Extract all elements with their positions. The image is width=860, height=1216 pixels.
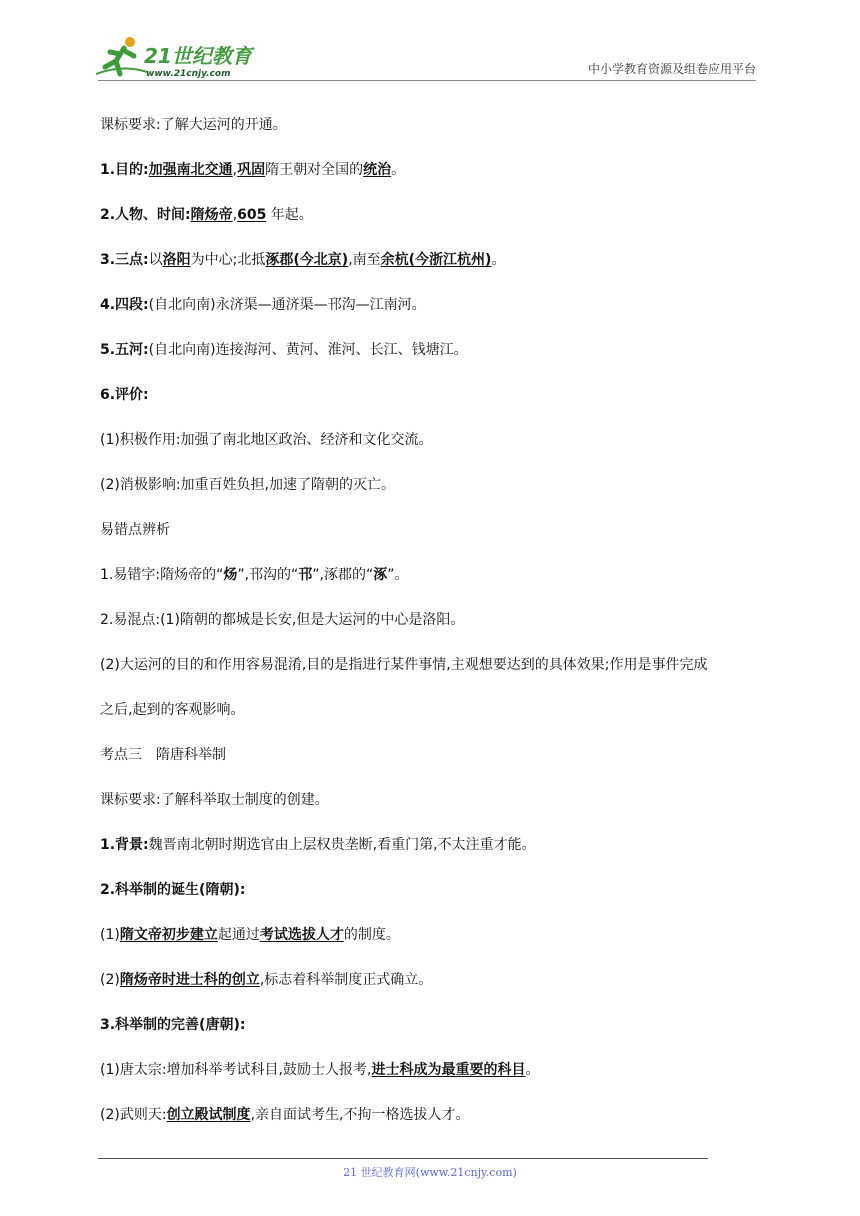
running-figure-icon [96,37,147,74]
text-line: (1)积极作用:加强了南北地区政治、经济和文化交流。 [100,432,433,448]
logo-main-text: 21世纪教育 [144,44,252,68]
site-logo [92,34,267,80]
footer-divider [98,1158,708,1159]
text-line: 3.科举制的完善(唐朝): [100,1017,246,1033]
text-line: 1.目的:加强南北交通,巩固隋王朝对全国的统治。 [100,162,406,178]
text-line: 2.科举制的诞生(隋朝): [100,882,246,898]
footer-link[interactable]: 21 世纪教育网(www.21cnjy.com) [343,1166,517,1179]
text-line: 课标要求:了解科举取士制度的创建。 [100,792,329,808]
text-line: 课标要求:了解大运河的开通。 [100,117,287,133]
text-line: (2)隋炀帝时进士科的创立,标志着科举制度正式确立。 [100,972,433,988]
logo-url-text: www.21cnjy.com [146,69,231,79]
text-line: 2.易混点:(1)隋朝的都城是长安,但是大运河的中心是洛阳。 [100,612,465,628]
text-line: 6.评价: [100,387,149,403]
text-line: 1.易错字:隋炀帝的“炀”,邗沟的“邗”,涿郡的“涿”。 [100,567,409,583]
document-body [100,103,765,1138]
text-line: 2.人物、时间:隋炀帝,605 年起。 [100,207,313,223]
text-line: (1)唐太宗:增加科举考试科目,鼓励士人报考,进士科成为最重要的科目。 [100,1062,540,1078]
section-heading: 考点三 隋唐科举制 [100,747,226,763]
text-line: (2)武则天:创立殿试制度,亲自面试考生,不拘一格选拔人才。 [100,1107,470,1123]
text-line: (1)隋文帝初步建立起通过考试选拔人才的制度。 [100,927,400,943]
platform-name: 中小学教育资源及组卷应用平台 [587,62,756,76]
section-heading: 易错点辨析 [100,522,170,538]
text-line: (2)大运河的目的和作用容易混淆,目的是指进行某件事情,主观想要达到的具体效果;作用是事件完成 [100,657,708,673]
text-line: (2)消极影响:加重百姓负担,加速了隋朝的灭亡。 [100,477,395,493]
page-header [0,0,860,90]
text-line: 1.背景:魏晋南北朝时期选官由上层权贵垄断,看重门第,不太注重才能。 [100,837,536,853]
text-line: 4.四段:(自北向南)永济渠—通济渠—邗沟—江南河。 [100,297,426,313]
text-line: 5.五河:(自北向南)连接海河、黄河、淮河、长江、钱塘江。 [100,342,468,358]
text-line: 3.三点:以洛阳为中心;北抵涿郡(今北京),南至余杭(今浙江杭州)。 [100,252,506,268]
header-divider [98,80,756,81]
text-line: 之后,起到的客观影响。 [100,702,245,718]
